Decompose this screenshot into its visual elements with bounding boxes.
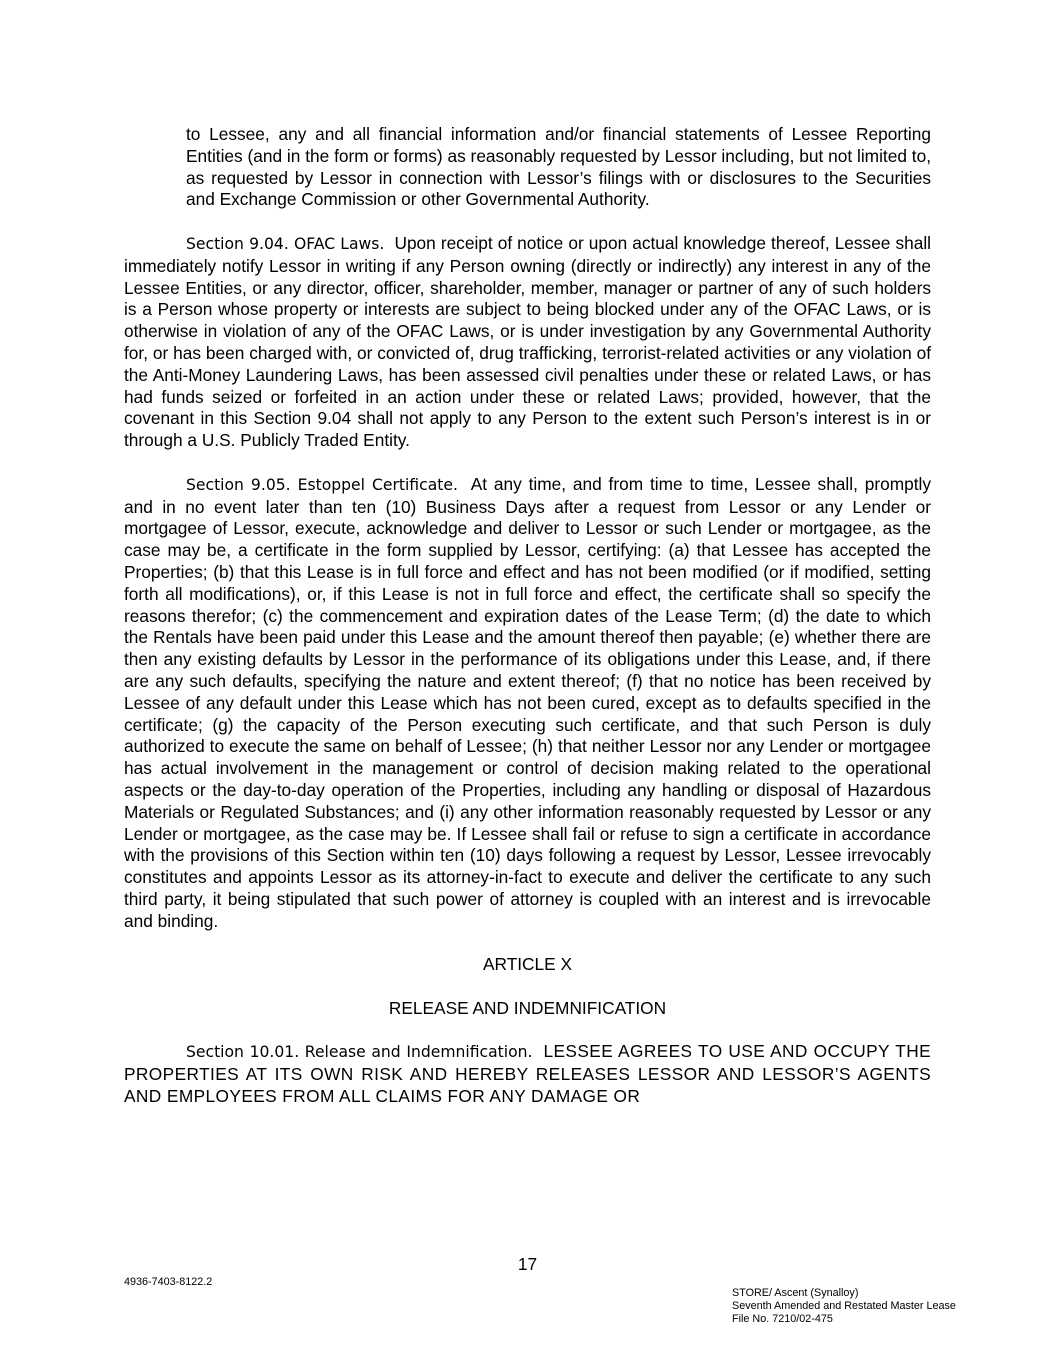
footer-line-file-number: File No. 7210/02-475 (732, 1313, 833, 1325)
continuation-paragraph (186, 124, 931, 211)
document-page-body (124, 124, 931, 1108)
section-9-04-heading: Section 9.04. OFAC Laws. (186, 234, 385, 253)
section-10-01-heading: Section 10.01. Release and Indemnification. (186, 1043, 533, 1062)
section-10-01-body: LESSEE AGREES TO USE AND OCCUPY THE PROPERTIES AT ITS OWN RISK AND HEREBY RELEASES LESSOR AND LESSOR’S AGENTS AND EMPLOYEES FROM ALL CLAIMS FOR ANY DAMAGE OR (124, 1041, 931, 1107)
section-9-04-body: Upon receipt of notice or upon actual knowledge thereof, Lessee shall immediately notify Lessor in writing if any Person owning (directly or indirectly) any interest in any of the Lessee Entities, or any director, officer, shareholder, member, manager or partner of any of such holders is a Person whose property or interests are subject to being blocked under any of the OFAC Laws, or is otherwise in violation of any of the OFAC Laws, or is under investigation by any Governmental Authority for, or has been charged with, or convicted of, drug trafficking, terrorist-related activities or any violation of the Anti-Money Laundering Laws, has been assessed civil penalties under these or related Laws, or has had funds seized or forfeited in an action under these or related Laws; provided, however, that the covenant in this Section 9.04 shall not apply to any Person to the extent such Person’s interest is in or through a U.S. Publicly Traded Entity. (124, 232, 931, 451)
section-9-05-heading: Section 9.05. Estoppel Certificate. (186, 475, 458, 494)
section-10-01-paragraph (124, 1041, 931, 1107)
section-9-05-body: At any time, and from time to time, Lessee shall, promptly and in no event later than ten (10) Business Days after a request from Lessor or any Lender or mortgagee of Lessor, execute, acknowledge and deliver to Lessor or such Lender or mortgagee, as the case may be, a certificate in the form supplied by Lessor, certifying: (a) that Lessee has accepted the Properties; (b) that this Lease is in full force and effect and has not been modified (or if modified, setting forth all modifications), or, if this Lease is not in full force and effect, the certificate shall so specify the reasons therefor; (c) the commencement and expiration dates of the Lease Term; (d) the date to which the Rentals have been paid under this Lease and the amount thereof then payable; (e) whether there are then any existing defaults by Lessor in the performance of its obligations under this Lease, and, if there are any such defaults, specifying the nature and extent thereof; (f) that no notice has been received by Lessee of any default under this Lease which has not been cured, except as to defaults specified in the certificate; (g) the capacity of the Person executing such certificate, and that such Person is duly authorized to execute the same on behalf of Lessee; (h) that neither Lessor nor any Lender or mortgagee has actual involvement in the management or control of decision making related to the operational aspects or the day-to-day operation of the Properties, including any handling or disposal of Hazardous Materials or Regulated Substances; and (i) any other information reasonably requested by Lessor or any Lender or mortgagee, as the case may be. If Lessee shall fail or refuse to sign a certificate in accordance with the provisions of this Section within ten (10) days following a request by Lessor, Lessee irrevocably constitutes and appoints Lessor as its attorney-in-fact to execute and deliver the certificate to any such third party, it being stipulated that such power of attorney is coupled with an interest and is irrevocable and binding. (124, 473, 932, 931)
section-9-05-paragraph (124, 474, 931, 933)
footer-line-lease-title: Seventh Amended and Restated Master Lease (732, 1300, 956, 1312)
continuation-text: to Lessee, any and all financial information and/or financial statements of Lessee Reporting Entities (and in the form or forms) as reasonably requested by Lessor including, but not limited to, as requested by Lessor in connection with Lessor’s filings with or disclosures to the Securities and Exchange Commission or other Governmental Authority. (186, 124, 931, 210)
document-id: 4936-7403-8122.2 (124, 1276, 213, 1288)
article-number: ARTICLE X (483, 954, 572, 975)
footer-document-info (732, 1287, 956, 1326)
page-number: 17 (517, 1254, 538, 1274)
footer-line-parties: STORE/ Ascent (Synalloy) (732, 1287, 859, 1299)
section-9-04-paragraph (124, 233, 931, 452)
article-title: RELEASE AND INDEMNIFICATION (388, 997, 667, 1018)
